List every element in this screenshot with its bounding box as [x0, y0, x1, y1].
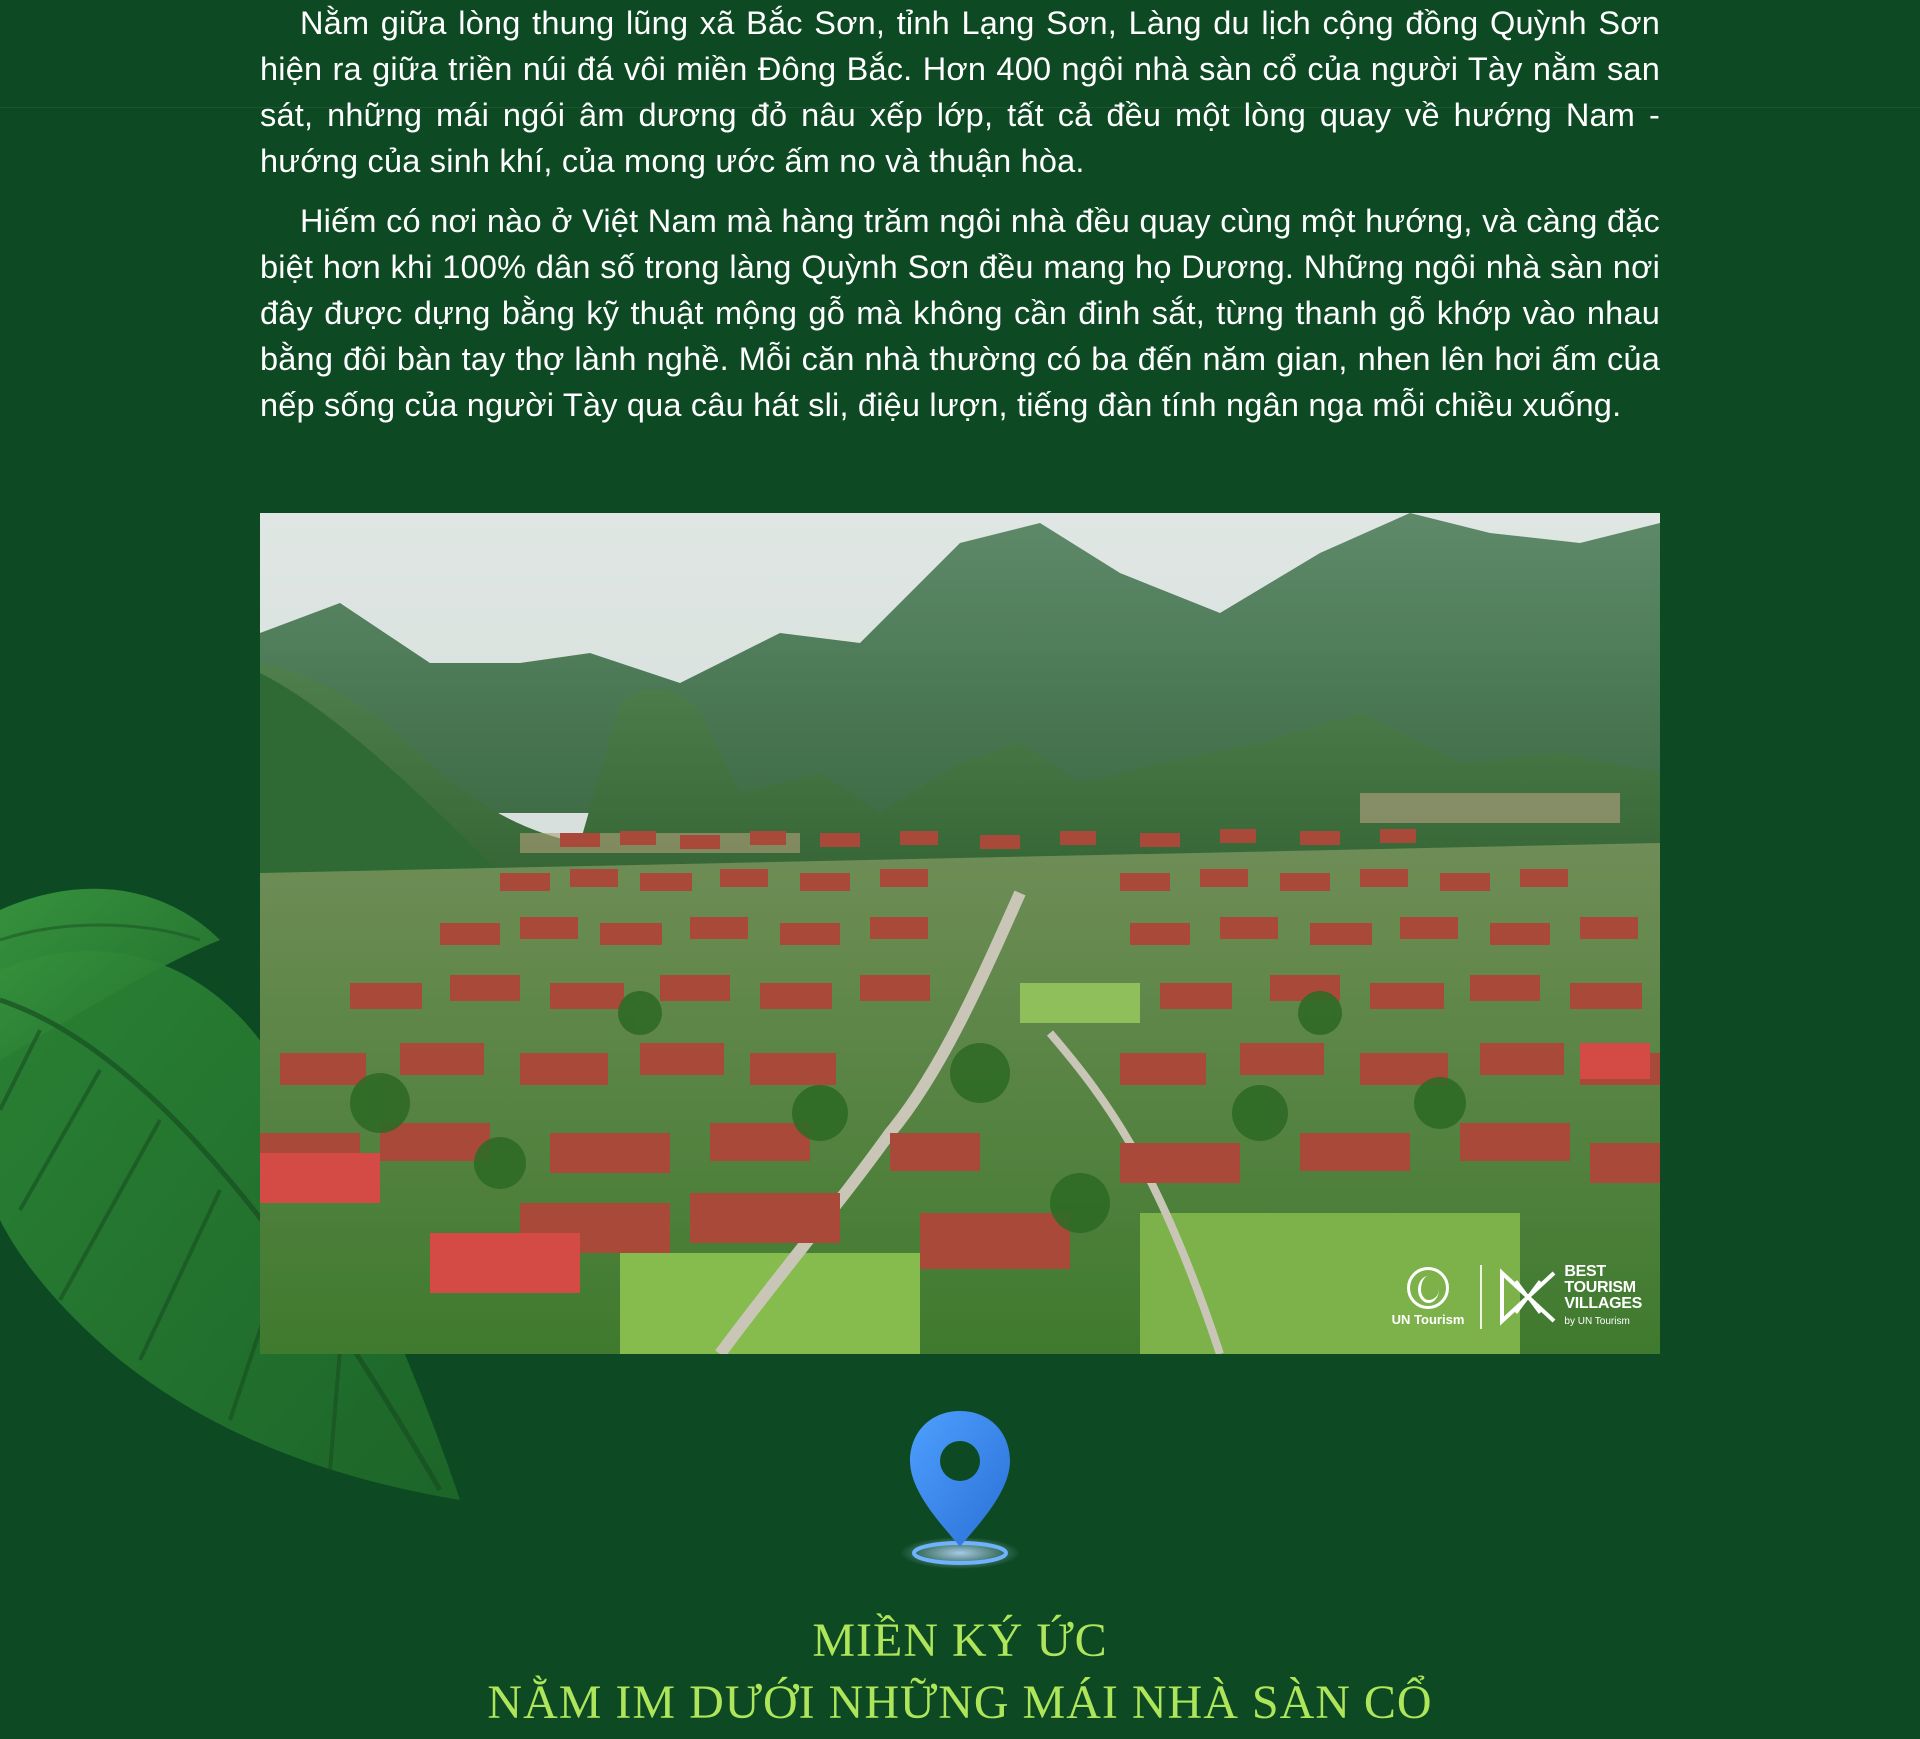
photo-logos [1392, 1264, 1642, 1330]
location-pin-icon [890, 1405, 1030, 1575]
un-tourism-logo [1392, 1267, 1465, 1327]
un-tourism-label: UN Tourism [1391, 1312, 1465, 1327]
best-tourism-villages-logo [1498, 1264, 1642, 1330]
logo-separator [1480, 1265, 1482, 1329]
btv-line-1: BEST [1564, 1263, 1606, 1280]
paragraph-intro: Nằm giữa lòng thung lũng xã Bắc Sơn, tỉnh Lạng Sơn, Làng du lịch cộng đồng Quỳnh Sơn hiện ra giữa triền núi đá vôi miền Đông Bắc. Hơn 400 ngôi nhà sàn cổ của người Tày nằm san sát, những mái ngói âm dương đỏ nâu xếp lớp, tất cả đều một lòng quay về hướng Nam - hướng của sinh khí, của mong ước ấm no và thuận hòa. [260, 5, 1660, 179]
section-heading [0, 1610, 1920, 1734]
btv-line-2: TOURISM [1564, 1279, 1636, 1296]
village-aerial-photo [260, 513, 1660, 1354]
globe-icon [1407, 1267, 1449, 1309]
section-title-line-1: MIỀN KÝ ỨC [812, 1614, 1108, 1667]
village-landscape-icon [260, 513, 1660, 1354]
section-title-line-2: NẰM IM DƯỚI NHỮNG MÁI NHÀ SÀN CỔ [487, 1676, 1433, 1729]
btv-line-3: VILLAGES [1564, 1295, 1642, 1312]
btv-mark-icon [1498, 1267, 1558, 1327]
article-body [260, 0, 1660, 428]
btv-by-line: by UN Tourism [1564, 1316, 1630, 1327]
paragraph-houses: Hiếm có nơi nào ở Việt Nam mà hàng trăm ngôi nhà đều quay cùng một hướng, và càng đặc biệt hơn khi 100% dân số trong làng Quỳnh Sơn đều mang họ Dương. Những ngôi nhà sàn nơi đây được dựng bằng kỹ thuật mộng gỗ mà không cần đinh sắt, từng thanh gỗ khớp vào nhau bằng đôi bàn tay thợ lành nghề. Mỗi căn nhà thường có ba đến năm gian, nhen lên hơi ấm của nếp sống của người Tày qua câu hát sli, điệu lượn, tiếng đàn tính ngân nga mỗi chiều xuống. [260, 203, 1660, 423]
